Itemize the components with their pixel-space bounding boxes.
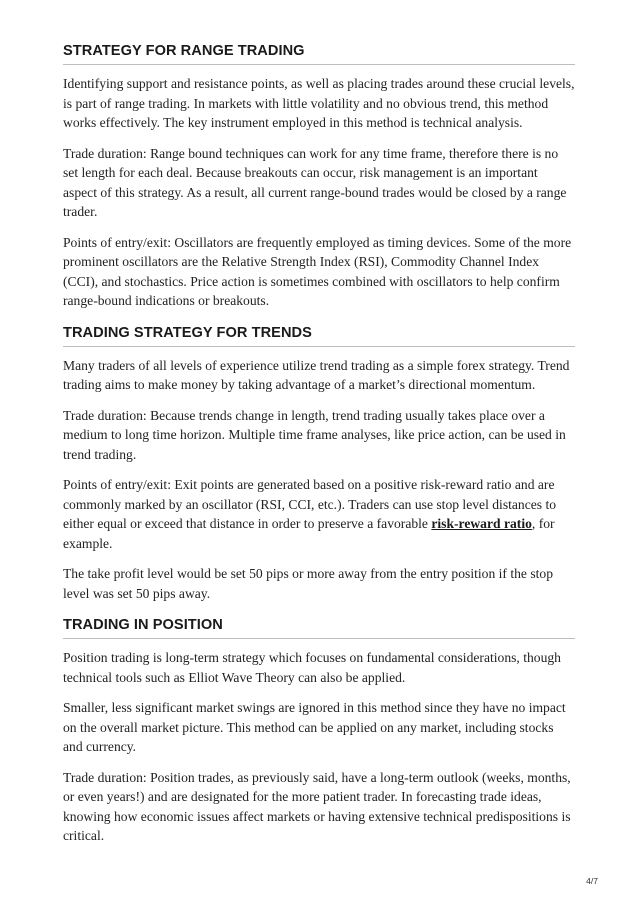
paragraph: Trade duration: Position trades, as previously said, have a long-term outlook (weeks, months, or even years!) and are designated for the more patient trader. In forecasting trade ideas, knowing how economic issues affect markets or having extensive technical predispositions is critical.: [63, 769, 571, 843]
heading-position-trading: TRADING IN POSITION: [63, 616, 575, 639]
article-content: [63, 38, 575, 846]
paragraph: Trade duration: Range bound techniques can work for any time frame, therefore there is no set length for each deal. Because breakouts can occur, risk management is an important aspect of this strategy. As a result, all current range-bound trades would be closed by a range trader.: [63, 145, 567, 219]
paragraph-text-after-link: , for example.: [63, 516, 555, 551]
paragraph: Trade duration: Because trends change in length, trend trading usually takes place over a medium to long time horizon. Multiple time frame analyses, like price action, can be used in trend trading.: [63, 407, 566, 462]
heading-range-trading: STRATEGY FOR RANGE TRADING: [63, 42, 575, 65]
paragraph: Points of entry/exit: Oscillators are frequently employed as timing devices. Some of the more prominent oscillators are the Relative Strength Index (RSI), Commodity Channel Index (CCI), and stochastics. Price action is sometimes combined with oscillators to help confirm range-bound indications or breakouts.: [63, 234, 572, 308]
paragraph: Smaller, less significant market swings are ignored in this method since they have no impact on the overall market picture. This method can be applied on any market, including stocks and currency.: [63, 700, 566, 754]
page-number: 4/7: [586, 876, 598, 886]
paragraph: Position trading is long-term strategy which focuses on fundamental considerations, though technical tools such as Elliot Wave Theory can also be applied.: [63, 650, 561, 685]
paragraph: Many traders of all levels of experience utilize trend trading as a simple forex strategy. Trend trading aims to make money by taking advantage of a market’s directional momentum.: [63, 357, 570, 392]
paragraph-text-before-link: Points of entry/exit: Exit points are generated based on a positive risk-reward ratio and are commonly marked by an oscillator (RSI, CCI, etc.). Traders can use stop level distances to either equal or exceed that distance in order to preserve a favorable: [63, 477, 557, 531]
risk-reward-ratio-link[interactable]: risk-reward ratio: [431, 516, 532, 531]
paragraph-with-link: [63, 475, 575, 553]
heading-trend-trading: TRADING STRATEGY FOR TRENDS: [63, 324, 575, 347]
paragraph: Identifying support and resistance points, as well as placing trades around these crucial levels, is part of range trading. In markets with little volatility and no obvious trend, this method works effectively. The key instrument employed in this method is technical analysis.: [63, 76, 575, 130]
paragraph: The take profit level would be set 50 pips or more away from the entry position if the stop level was set 50 pips away.: [63, 566, 554, 601]
